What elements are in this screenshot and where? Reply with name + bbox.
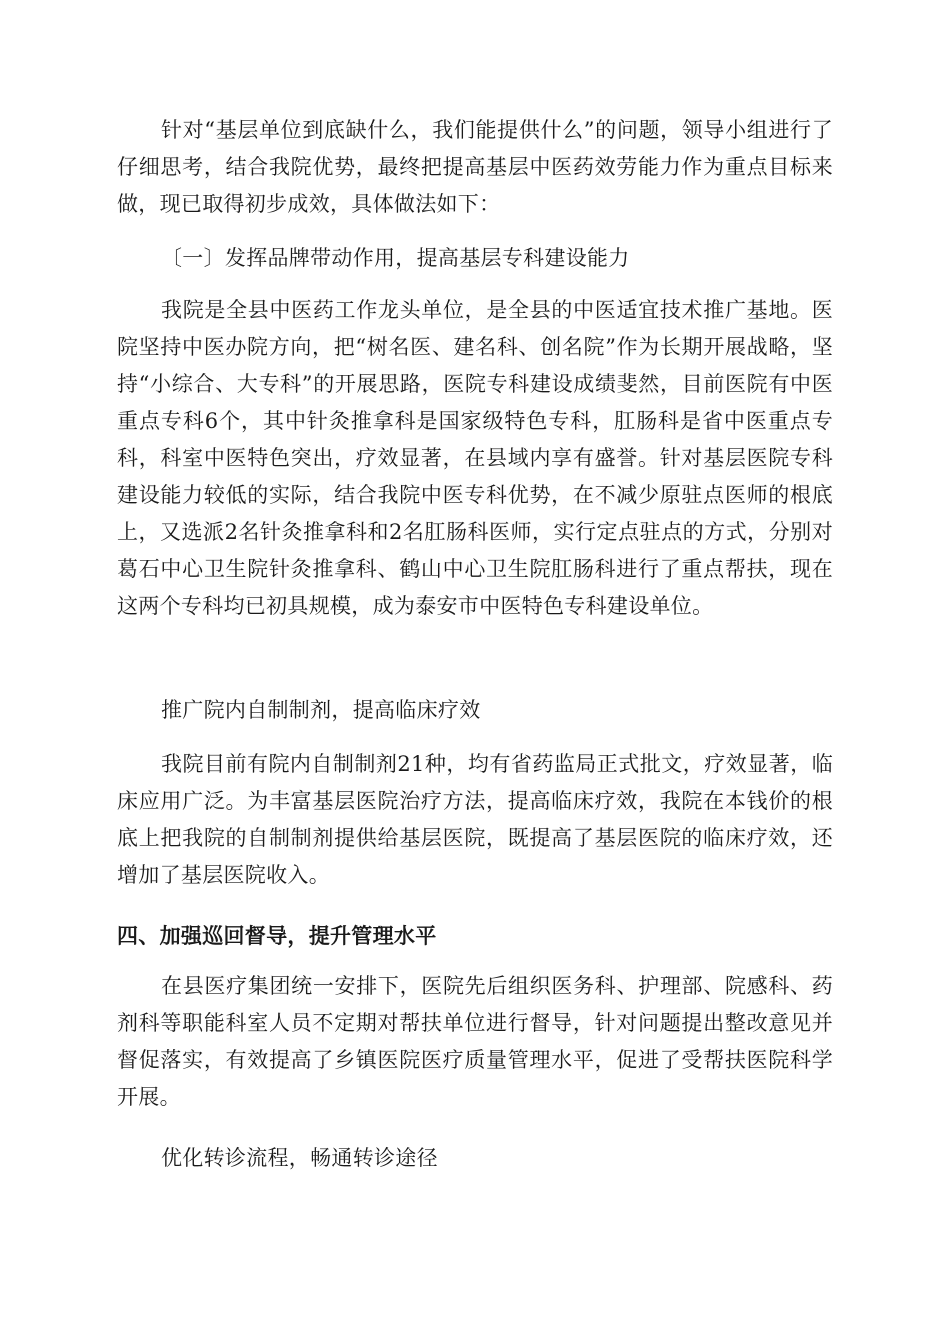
specialty-building-paragraph: 我院是全县中医药工作龙头单位，是全县的中医适宜技术推广基地。医院坚持中医办院方向，把“树名医、建名科、创名院”作为长期开展战略，坚持“小综合、大专科”的开展思路，医院专科建设成绩斐然，目前医院有中医重点专科6个，其中针灸推拿科是国家级特色专科，肛肠科是省中医重点专科，科室中医特色突出，疗效显著，在县域内享有盛誉。针对基层医院专科建设能力较低的实际，结合我院中医专科优势，在不减少原驻点医师的根底上，又选派2名针灸推拿科和2名肛肠科医师，实行定点驻点的方式，分别对葛石中心卫生院针灸推拿科、鹤山中心卫生院肛肠科进行了重点帮扶，现在这两个专科均已初具规模，成为泰安市中医特色专科建设单位。 <box>117 298 833 618</box>
subheading-brand-leadership: 〔一〕发挥品牌带动作用，提高基层专科建设能力 <box>161 246 630 270</box>
supervision-paragraph: 在县医疗集团统一安排下，医院先后组织医务科、护理部、院感科、药剂科等职能科室人员不定期对帮扶单位进行督导，针对问题提出整改意见并督促落实，有效提高了乡镇医院医疗质量管理水平，促进了受帮扶医院科学开展。 <box>117 974 833 1109</box>
section-heading-supervision: 四、加强巡回督导，提升管理水平 <box>117 924 437 948</box>
intro-paragraph: 针对“基层单位到底缺什么，我们能提供什么”的问题，领导小组进行了仔细思考，结合我院优势，最终把提高基层中医药效劳能力作为重点目标来做，现已取得初步成效，具体做法如下： <box>117 118 833 216</box>
subheading-referral-process: 优化转诊流程，畅通转诊途径 <box>161 1146 438 1170</box>
in-house-preparations-paragraph: 我院目前有院内自制制剂21种，均有省药监局正式批文，疗效显著，临床应用广泛。为丰富基层医院治疗方法，提高临床疗效，我院在本钱价的根底上把我院的自制制剂提供给基层医院，既提高了基层医院的临床疗效，还增加了基层医院收入。 <box>117 752 833 887</box>
subheading-in-house-preparations: 推广院内自制制剂，提高临床疗效 <box>161 698 481 722</box>
